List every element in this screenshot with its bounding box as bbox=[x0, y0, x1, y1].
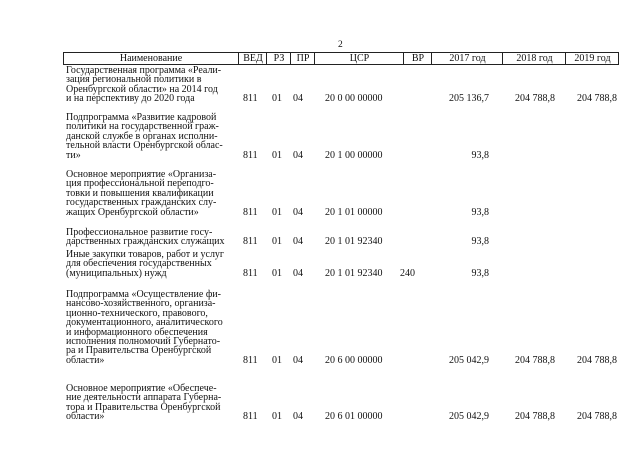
cell-y2017: 93,8 bbox=[471, 206, 489, 218]
row-name-line: документационного, аналитического bbox=[66, 317, 223, 329]
column-header-vr: ВР bbox=[403, 53, 432, 64]
cell-y2017: 205 042,9 bbox=[449, 354, 489, 366]
cell-y2017: 205 136,7 bbox=[449, 93, 489, 105]
column-header-pr: ПР bbox=[290, 53, 315, 64]
row-name bbox=[66, 113, 241, 160]
cell-rz: 01 bbox=[272, 206, 282, 218]
row-name-line: дарственных гражданских служащих bbox=[66, 236, 225, 248]
row-name-line: ти» bbox=[66, 149, 81, 161]
column-header-ved: ВЕД bbox=[238, 53, 267, 64]
row-name-line: государственных гражданских слу- bbox=[66, 197, 217, 209]
cell-y2017: 205 042,9 bbox=[449, 411, 489, 423]
cell-y2018: 204 788,8 bbox=[515, 354, 555, 366]
cell-ved: 811 bbox=[243, 206, 258, 218]
cell-rz: 01 bbox=[272, 236, 282, 248]
row-name-line: тельной власти Оренбургской облас- bbox=[66, 140, 223, 152]
row-name-line: Профессиональное развитие госу- bbox=[66, 227, 213, 238]
cell-csr: 20 1 00 00000 bbox=[325, 149, 383, 161]
row-name-line: (муниципальных) нужд bbox=[66, 267, 167, 279]
row-name-line: ционно-технического, правового, bbox=[66, 307, 208, 319]
row-name-line: и на перспективу до 2020 года bbox=[66, 93, 195, 105]
cell-csr: 20 1 01 00000 bbox=[325, 206, 383, 218]
cell-pr: 04 bbox=[293, 411, 303, 423]
row-name-line: для обеспечения государственных bbox=[66, 258, 212, 270]
column-header-name: Наименование bbox=[119, 53, 183, 64]
row-name-line: тора и Правительства Оренбургской bbox=[66, 401, 221, 413]
row-name-line: Оренбургской области» на 2014 год bbox=[66, 83, 218, 95]
cell-y2018: 204 788,8 bbox=[515, 411, 555, 423]
row-name-line: исполнения полномочий Губернато- bbox=[66, 336, 221, 348]
cell-y2017: 93,8 bbox=[471, 236, 489, 248]
row-name bbox=[66, 384, 241, 422]
cell-y2019: 204 788,8 bbox=[577, 93, 617, 105]
cell-rz: 01 bbox=[272, 354, 282, 366]
row-name-line: политики на государственной граж- bbox=[66, 121, 219, 133]
cell-ved: 811 bbox=[243, 149, 258, 161]
row-name-line: ра и Правительства Оренбургской bbox=[66, 345, 212, 357]
cell-pr: 04 bbox=[293, 236, 303, 248]
table-header bbox=[63, 52, 619, 65]
cell-y2019: 204 788,8 bbox=[577, 354, 617, 366]
cell-csr: 20 0 00 00000 bbox=[325, 93, 383, 105]
row-name-line: ция профессиональной переподго- bbox=[66, 178, 214, 190]
row-name-line: жащих Оренбургской области» bbox=[66, 206, 199, 218]
cell-rz: 01 bbox=[272, 411, 282, 423]
cell-ved: 811 bbox=[243, 267, 258, 279]
column-header-2017: 2017 год bbox=[431, 53, 503, 64]
page-number: 2 bbox=[338, 40, 343, 50]
row-name bbox=[66, 250, 241, 278]
row-name bbox=[66, 66, 241, 104]
row-name bbox=[66, 228, 241, 247]
row-name-line: области» bbox=[66, 411, 105, 423]
row-name-line: нансово-хозяйственного, организа- bbox=[66, 298, 216, 310]
cell-rz: 01 bbox=[272, 93, 282, 105]
cell-vr: 240 bbox=[400, 267, 415, 279]
row-name-line: ние деятельности аппарата Губерна- bbox=[66, 392, 222, 404]
cell-ved: 811 bbox=[243, 93, 258, 105]
cell-pr: 04 bbox=[293, 354, 303, 366]
cell-ved: 811 bbox=[243, 411, 258, 423]
cell-csr: 20 1 01 92340 bbox=[325, 236, 383, 248]
row-name-line: Подпрограмма «Осуществление фи- bbox=[66, 289, 221, 300]
cell-y2017: 93,8 bbox=[471, 267, 489, 279]
row-name bbox=[66, 170, 241, 217]
cell-ved: 811 bbox=[243, 236, 258, 248]
cell-pr: 04 bbox=[293, 93, 303, 105]
cell-rz: 01 bbox=[272, 149, 282, 161]
row-name-line: товки и повышения квалификации bbox=[66, 187, 214, 199]
cell-y2018: 204 788,8 bbox=[515, 93, 555, 105]
row-name-line: Государственная программа «Реали- bbox=[66, 65, 222, 76]
cell-pr: 04 bbox=[293, 149, 303, 161]
column-header-2018: 2018 год bbox=[502, 53, 566, 64]
cell-pr: 04 bbox=[293, 267, 303, 279]
cell-y2019: 204 788,8 bbox=[577, 411, 617, 423]
row-name-line: Основное мероприятие «Обеспече- bbox=[66, 383, 217, 394]
column-header-rz: РЗ bbox=[266, 53, 291, 64]
row-name-line: данской службе в органах исполни- bbox=[66, 130, 218, 142]
cell-pr: 04 bbox=[293, 206, 303, 218]
row-name-line: области» bbox=[66, 354, 105, 366]
cell-rz: 01 bbox=[272, 267, 282, 279]
row-name-line: Иные закупки товаров, работ и услуг bbox=[66, 249, 225, 260]
row-name-line: зация региональной политики в bbox=[66, 74, 202, 86]
cell-csr: 20 6 00 00000 bbox=[325, 354, 383, 366]
row-name bbox=[66, 290, 241, 365]
column-header-csr: ЦСР bbox=[314, 53, 404, 64]
row-name-line: Подпрограмма «Развитие кадровой bbox=[66, 112, 217, 123]
cell-ved: 811 bbox=[243, 354, 258, 366]
cell-y2017: 93,8 bbox=[471, 149, 489, 161]
cell-csr: 20 6 01 00000 bbox=[325, 411, 383, 423]
row-name-line: и информационного обеспечения bbox=[66, 326, 208, 338]
column-header-2019: 2019 год bbox=[565, 53, 619, 64]
cell-csr: 20 1 01 92340 bbox=[325, 267, 383, 279]
row-name-line: Основное мероприятие «Организа- bbox=[66, 169, 217, 180]
